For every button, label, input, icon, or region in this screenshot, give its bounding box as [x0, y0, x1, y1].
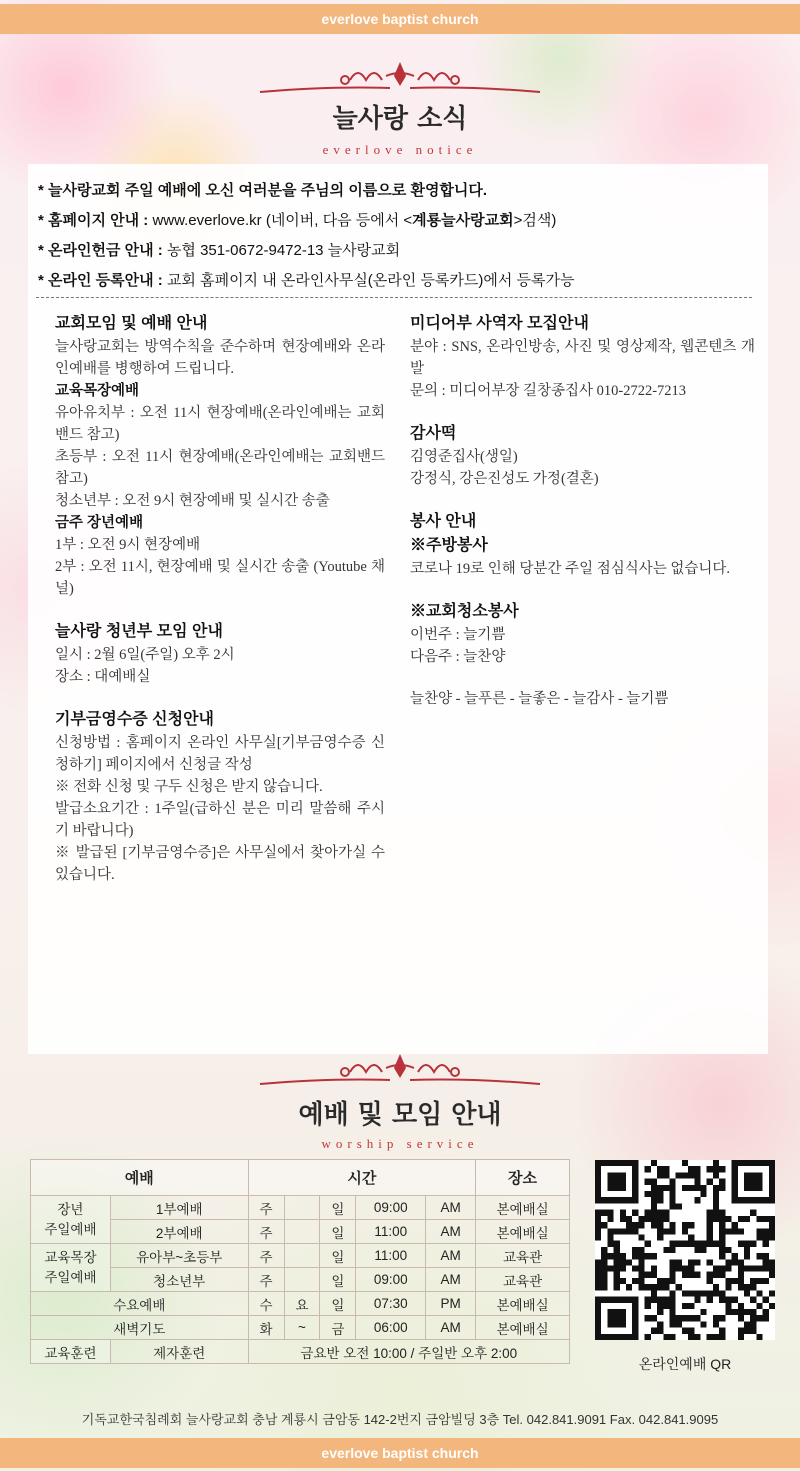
- day-part: 주: [248, 1268, 284, 1292]
- notice-homepage-value[interactable]: www.everlove.kr (네이버, 다음 등에서 <: [152, 212, 413, 229]
- service-place: 교육관: [476, 1268, 570, 1292]
- ornament-divider-top: [250, 58, 550, 98]
- top-banner: [0, 4, 800, 34]
- edu-line: 초등부 : 오전 11시 현장예배(온라인예배는 교회밴드 참고): [55, 449, 385, 487]
- header-time: 시간: [248, 1160, 476, 1196]
- service-time: 06:00: [356, 1316, 426, 1340]
- service-place: 본예배실: [476, 1316, 570, 1340]
- service-place: 본예배실: [476, 1292, 570, 1316]
- day-part: 일: [320, 1196, 356, 1220]
- thanks-line: 강정식, 강은진성도 가정(결혼): [410, 471, 599, 487]
- service-name: 수요예배: [31, 1292, 249, 1316]
- bottom-banner-text: everlove baptist church: [321, 1445, 479, 1461]
- service-ampm: AM: [426, 1268, 476, 1292]
- notice-list: [38, 176, 758, 296]
- bottom-banner: [0, 1438, 800, 1468]
- qr-code-icon[interactable]: [595, 1160, 775, 1340]
- day-part: 주: [248, 1244, 284, 1268]
- training-group: 교육훈련: [31, 1340, 111, 1364]
- ornament-divider-worship: [250, 1050, 550, 1090]
- service-place: 본예배실: [476, 1220, 570, 1244]
- notice-offering-value: 농협 351-0672-9472-13 늘사랑교회: [166, 242, 401, 259]
- notice-offering-label: * 온라인헌금 안내 :: [38, 242, 167, 259]
- worship-schedule-table: [30, 1159, 570, 1364]
- group-adult: 장년 주일예배: [31, 1196, 111, 1244]
- notice-title: 늘사랑 소식: [332, 104, 468, 134]
- adult-worship-heading: 금주 장년예배: [55, 515, 144, 531]
- footer-address: 기독교한국침례회 늘사랑교회 충남 계룡시 금암동 142-2번지 금암빌딩 3층 Tel. 042.841.9091 Fax. 042.841.9095: [81, 1412, 719, 1427]
- notice-registration-label: * 온라인 등록안내 :: [38, 272, 167, 289]
- worship-info-heading: 교회모임 및 예배 안내: [55, 315, 208, 332]
- table-row: [31, 1220, 570, 1244]
- day-part: 주: [248, 1220, 284, 1244]
- service-time: 11:00: [356, 1244, 426, 1268]
- group-edu: 교육목장 주일예배: [31, 1244, 111, 1292]
- cleaning-rotation: 늘찬양 - 늘푸른 - 늘좋은 - 늘감사 - 늘기쁨: [410, 691, 669, 707]
- dashed-divider: [36, 297, 752, 298]
- table-row: [31, 1196, 570, 1220]
- media-heading: 미디어부 사역자 모집안내: [410, 315, 589, 332]
- thanks-heading: 감사떡: [410, 425, 457, 442]
- notice-registration: [38, 266, 758, 296]
- notice-welcome-text: * 늘사랑교회 주일 예배에 오신 여러분을 주님의 이름으로 환영합니다.: [38, 182, 488, 199]
- media-line: 문의 : 미디어부장 길창종집사 010-2722-7213: [410, 383, 687, 399]
- service-name: 1부예배: [110, 1196, 248, 1220]
- day-part: 요: [284, 1292, 320, 1316]
- header-service: 예배: [31, 1160, 249, 1196]
- table-row: [31, 1340, 570, 1364]
- service-name: 새벽기도: [31, 1316, 249, 1340]
- service-ampm: AM: [426, 1220, 476, 1244]
- top-banner-text: everlove baptist church: [321, 11, 479, 27]
- notice-subtitle: everlove notice: [322, 142, 478, 157]
- cleaning-heading: ※교회청소봉사: [410, 603, 519, 620]
- day-part: ~: [284, 1316, 320, 1340]
- service-place: 본예배실: [476, 1196, 570, 1220]
- cleaning-line: 다음주 : 늘찬양: [410, 649, 506, 665]
- service-ampm: PM: [426, 1292, 476, 1316]
- training-name: 제자훈련: [110, 1340, 248, 1364]
- receipt-line: ※ 전화 신청 및 구두 신청은 받지 않습니다.: [55, 779, 323, 795]
- service-name: 청소년부: [110, 1268, 248, 1292]
- service-name: 2부예배: [110, 1220, 248, 1244]
- qr-label: 온라인예배 QR: [638, 1356, 732, 1372]
- service-ampm: AM: [426, 1316, 476, 1340]
- cleaning-line: 이번주 : 늘기쁨: [410, 627, 506, 643]
- notice-homepage-label: * 홈페이지 안내 :: [38, 212, 153, 229]
- notice-welcome: [38, 176, 758, 206]
- notice-offering: [38, 236, 758, 266]
- service-time: 09:00: [356, 1196, 426, 1220]
- service-time: 11:00: [356, 1220, 426, 1244]
- day-part: 수: [248, 1292, 284, 1316]
- receipt-line: 신청방법 : 홈페이지 온라인 사무실[기부금영수증 신청하기] 페이지에서 신청글 작성: [55, 735, 385, 773]
- service-ampm: AM: [426, 1244, 476, 1268]
- day-part: [284, 1220, 320, 1244]
- receipt-heading: 기부금영수증 신청안내: [55, 711, 215, 728]
- adult-line: 2부 : 오전 11시, 현장예배 및 실시간 송출 (Youtube 채널): [55, 559, 385, 597]
- header-place: 장소: [476, 1160, 570, 1196]
- table-row: [31, 1292, 570, 1316]
- right-column: [410, 312, 755, 710]
- table-row: [31, 1268, 570, 1292]
- youth-heading: 늘사랑 청년부 모임 안내: [55, 623, 223, 640]
- service-time: 07:30: [356, 1292, 426, 1316]
- thanks-line: 김영준집사(생일): [410, 449, 518, 465]
- notice-registration-value: 교회 홈페이지 내 온라인사무실(온라인 등록카드)에서 등록가능: [166, 272, 575, 289]
- service-time: 09:00: [356, 1268, 426, 1292]
- receipt-line: 발급소요기간 : 1주일(급하신 분은 미리 말씀해 주시기 바랍니다): [55, 801, 385, 839]
- youth-line: 장소 : 대예배실: [55, 669, 151, 685]
- service-place: 교육관: [476, 1244, 570, 1268]
- service-heading: 봉사 안내: [410, 513, 477, 530]
- kitchen-heading: ※주방봉사: [410, 537, 488, 554]
- edu-line: 유아유치부 : 오전 11시 현장예배(온라인예배는 교회밴드 참고): [55, 405, 385, 443]
- day-part: [284, 1244, 320, 1268]
- day-part: 일: [320, 1268, 356, 1292]
- service-ampm: AM: [426, 1196, 476, 1220]
- left-column: [55, 312, 385, 886]
- table-row: [31, 1316, 570, 1340]
- notice-homepage-tail: >검색): [513, 212, 557, 229]
- notice-homepage: [38, 206, 758, 236]
- kitchen-text: 코로나 19로 인해 당분간 주일 점심식사는 없습니다.: [410, 561, 731, 577]
- worship-subtitle: worship service: [321, 1136, 479, 1151]
- day-part: 금: [320, 1316, 356, 1340]
- table-row: [31, 1244, 570, 1268]
- edu-line: 청소년부 : 오전 9시 현장예배 및 실시간 송출: [55, 493, 330, 509]
- day-part: [284, 1196, 320, 1220]
- youth-line: 일시 : 2월 6일(주일) 오후 2시: [55, 647, 235, 663]
- day-part: [284, 1268, 320, 1292]
- table-header-row: [31, 1160, 570, 1196]
- worship-info-intro: 늘사랑교회는 방역수칙을 준수하며 현장예배와 온라인예배를 병행하여 드립니다.: [55, 339, 385, 377]
- day-part: 일: [320, 1220, 356, 1244]
- training-schedule: 금요반 오전 10:00 / 주일반 오후 2:00: [248, 1340, 569, 1364]
- day-part: 화: [248, 1316, 284, 1340]
- day-part: 일: [320, 1292, 356, 1316]
- receipt-line: ※ 발급된 [기부금영수증]은 사무실에서 찾아가실 수 있습니다.: [55, 845, 385, 883]
- day-part: 주: [248, 1196, 284, 1220]
- day-part: 일: [320, 1244, 356, 1268]
- edu-worship-heading: 교육목장예배: [55, 383, 140, 399]
- worship-title: 예배 및 모임 안내: [298, 1100, 502, 1130]
- media-line: 분야 : SNS, 온라인방송, 사진 및 영상제작, 웹콘텐츠 개발: [410, 339, 755, 377]
- adult-line: 1부 : 오전 9시 현장예배: [55, 537, 201, 553]
- notice-homepage-search-term: 계룡늘사랑교회: [412, 212, 514, 229]
- service-name: 유아부~초등부: [110, 1244, 248, 1268]
